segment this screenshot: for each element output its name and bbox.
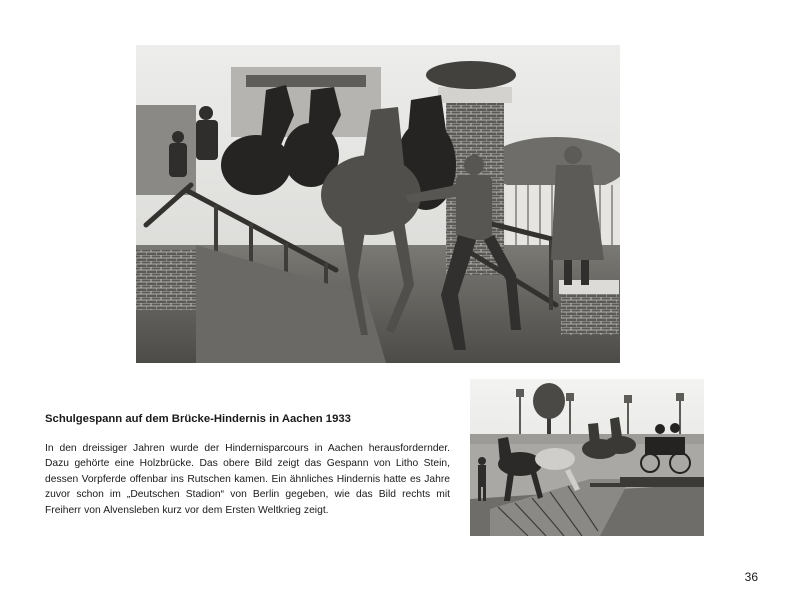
caption-body: In den dreissiger Jahren wurde der Hindernisparcours in Aachen herausfordernder. Dazu gehörte eine Holzbrücke. Das obere Bild zeigt das Gespann von Litho Stein, dessen Vorpferde offenbar ins Rutschen kamen. Ein ähnliches Hindernis hatte es Jahre zuvor schon im „Deutschen Stadion“ von Berlin gegeben, wie das Bild rechts mit Freiherr von Alvensleben kurz vor dem Ersten Weltkrieg zeigt. [45, 443, 450, 516]
page-number: 36 [744, 570, 758, 584]
caption-title: Schulgespann auf dem Brücke-Hindernis in Aachen 1933 [45, 413, 351, 425]
photo-bridge-obstacle-aachen [136, 45, 620, 363]
photo-bottom-graphic [470, 379, 704, 536]
photo-top-graphic [136, 45, 620, 363]
caption-block [45, 412, 450, 518]
photo-berlin-stadium-bridge [470, 379, 704, 536]
